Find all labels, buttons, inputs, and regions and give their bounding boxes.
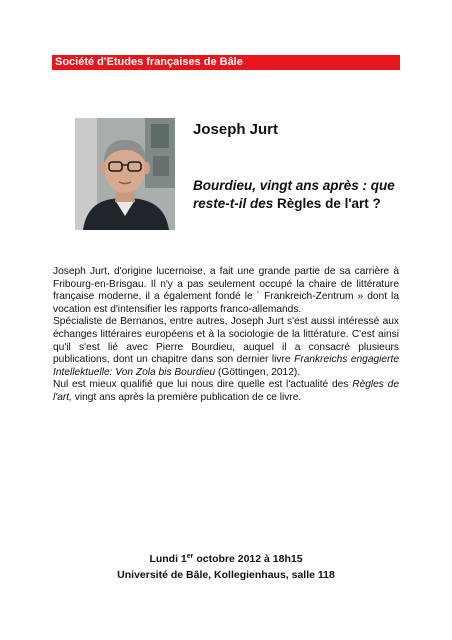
talk-title-italic: Bourdieu, vingt ans après : que reste-t-il des xyxy=(193,178,395,211)
biography-text: vingt ans après la première publication de ce livre. xyxy=(74,391,302,403)
speaker-name: Joseph Jurt xyxy=(193,121,279,138)
event-date-suffix: er xyxy=(186,553,194,560)
biography-text: Spécialiste de Bernanos, entre autres, Joseph Jurt s'est aussi intéressé aux échanges littéraires européens et à la sociologie de la littérature. C'est ainsi qu'il s'est lié avec Pierre Bourdieu, auquel il a consacré plusieurs publications, dont un chapitre dans son dernier livre xyxy=(53,316,399,366)
biography-text: (Göttingen, 2012). xyxy=(218,366,301,378)
biography-text: Nul est mieux qualifié que lui nous dire quelle est l'actualité des xyxy=(53,379,349,391)
event-date-time: octobre 2012 à 18h15 xyxy=(196,553,303,565)
speaker-biography xyxy=(53,266,399,405)
book-title: Règles de l'art, xyxy=(53,379,399,403)
book-title: Frankreichs engagierte Intellektuelle: Von Zola bis Bourdieu xyxy=(53,354,399,378)
talk-title-rest: Règles de l'art ? xyxy=(277,196,381,211)
event-details xyxy=(52,551,400,583)
biography-paragraph xyxy=(53,379,399,404)
event-date xyxy=(52,551,400,567)
talk-title xyxy=(193,177,403,213)
event-location: Université de Bâle, Kollegienhaus, salle 118 xyxy=(117,569,335,581)
speaker-photo xyxy=(75,118,175,230)
society-banner: Société d'Etudes françaises de Bâle xyxy=(52,55,400,70)
event-date-day: Lundi 1 xyxy=(149,553,187,565)
biography-paragraph: Joseph Jurt, d'origine lucernoise, a fait une grande partie de sa carrière à Fribourg-en-Brisgau. Il n'y a pas seulement occupé la chaire de littérature française moderne, il a également fondé le ´ Frankreich-Zentrum » dont la vocation est d'intensifier les rapports franco-allemands. xyxy=(53,266,399,315)
biography-paragraph xyxy=(53,316,399,379)
